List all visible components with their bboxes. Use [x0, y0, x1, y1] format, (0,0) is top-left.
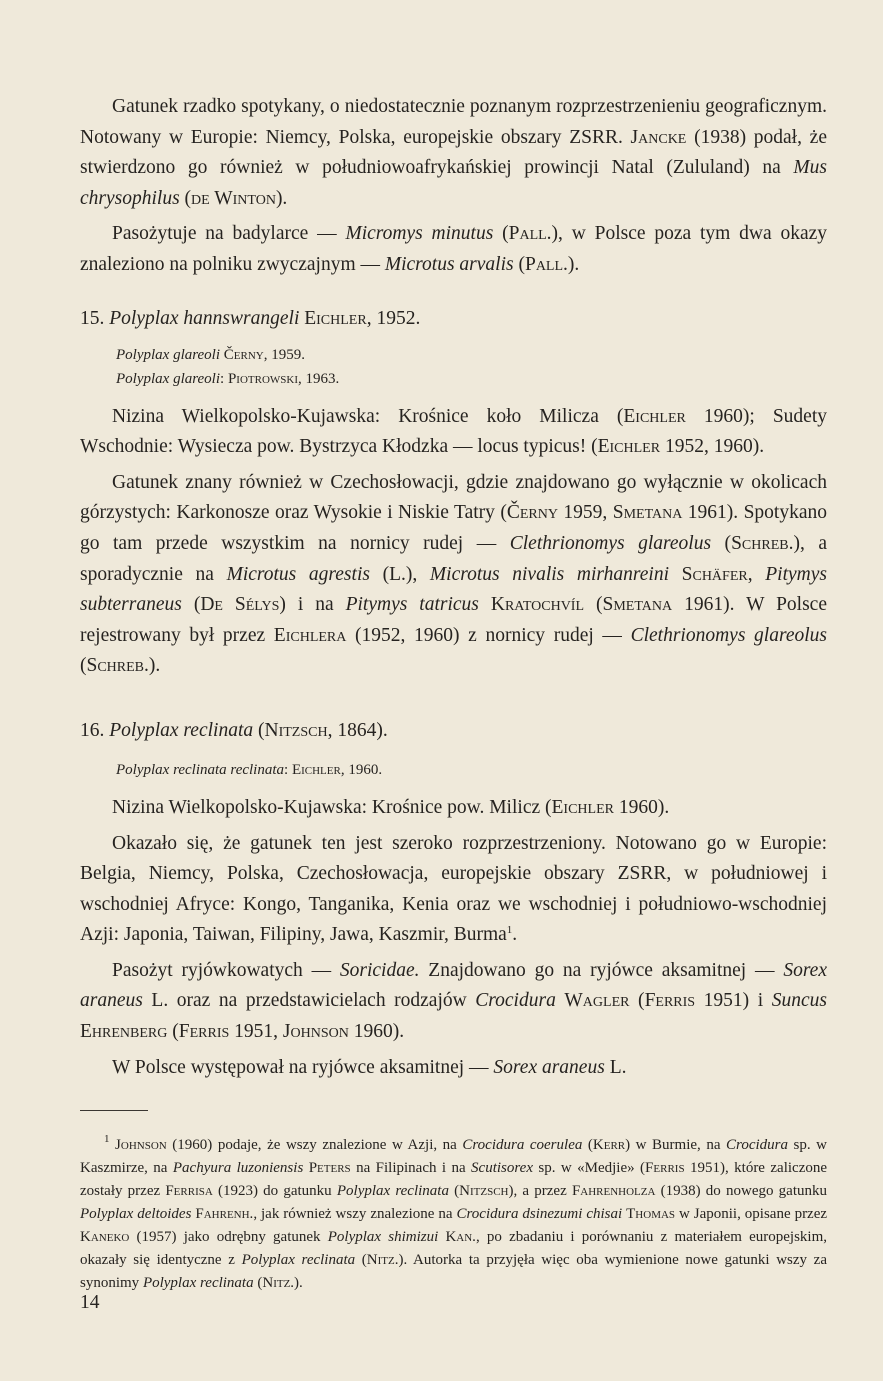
author-name: Fahrenh. — [195, 1206, 254, 1223]
synonym-name: Polyplax reclinata reclinata — [116, 761, 285, 778]
species-author: Nitzsch, — [264, 719, 333, 741]
footnote-mark: 1 — [104, 1133, 110, 1146]
author-name: Ehrenberg — [80, 1021, 168, 1043]
author-name: Ferris — [645, 1160, 685, 1177]
author-name: Jancke — [630, 126, 687, 148]
author-name: Johnson — [282, 1021, 349, 1043]
taxon-name: Pitymys subterraneus — [80, 563, 827, 616]
author-name: Kerr — [592, 1137, 626, 1154]
paragraph-distribution-15 — [80, 92, 827, 214]
paragraph-poland-16 — [80, 1053, 827, 1084]
text-run: 1960); Sudety Wschodnie: Wysiecza pow. Bystrzyca Kłodzka — locus typicus! ( — [80, 405, 827, 458]
text-run: ). — [294, 1275, 303, 1292]
paragraph-hosts-15 — [80, 219, 827, 280]
author-name: Černy — [506, 502, 558, 524]
text-run: 1961). W Polsce rejestrowany był przez — [80, 594, 827, 646]
author-name: Johnson — [115, 1137, 167, 1154]
species-year: 1952. — [371, 307, 421, 329]
text-run: (1957) jako odrębny gatunek — [129, 1229, 328, 1246]
synonym-name: Polyplax glareoli — [116, 346, 221, 363]
page-body — [80, 92, 827, 1295]
author-name: Pall. — [524, 253, 568, 275]
text-run: (1923) do gatunku — [212, 1183, 337, 1200]
taxon-name: Polyplax reclinata — [241, 1252, 356, 1269]
text-run: ( — [711, 532, 732, 554]
text-run: ( — [584, 594, 603, 616]
text-run — [479, 594, 491, 615]
taxon-name: Micromys minutus — [345, 223, 494, 245]
author-name: Nitzsch — [459, 1183, 509, 1200]
author-name: Schreb. — [731, 532, 794, 554]
text-run: 1960). — [348, 1021, 405, 1043]
paragraph-hosts-16 — [80, 956, 827, 1048]
taxon-name: Microtus nivalis mirhanreini — [429, 563, 669, 585]
taxon-name: Scutisorex — [471, 1160, 533, 1177]
text-run: Pasożyt ryjówkowatych — — [112, 959, 340, 981]
text-run: . — [512, 924, 518, 946]
text-run: ( — [181, 594, 201, 616]
author-name: Kaneko — [80, 1229, 130, 1246]
text-run: Gatunek znany również w Czechosłowacji, gdzie znajdowano go wyłącznie w okolicach górzystych: Karkonosze oraz Wysokie i Niskie Tatry ( — [80, 471, 827, 524]
text-run: ( — [513, 253, 525, 275]
species-number: 15. — [80, 307, 110, 329]
text-run: ( — [629, 990, 645, 1012]
species-heading-15 — [80, 304, 827, 334]
text-run: sp. w «Medjie» ( — [532, 1160, 646, 1177]
species-heading-16 — [80, 716, 827, 746]
text-run: 1961). Spotykano go tam przede wszystkim na nornicy rudej — — [80, 502, 827, 554]
text-run: 1960). — [613, 796, 670, 818]
text-run: ( — [582, 1137, 593, 1154]
text-run: (1938) podał, że stwierdzono go również w południowoafrykańskiej prowincji Natal (Zululand) na — [80, 126, 827, 179]
synonym-author: Eichler, — [291, 761, 345, 778]
text-run: W Polsce występował na ryjówce aksamitnej — — [112, 1056, 494, 1078]
synonym-year: 1959. — [267, 346, 305, 363]
author-name: Smetana — [602, 594, 673, 616]
text-run: ). — [567, 253, 580, 275]
synonym-year: 1963. — [301, 370, 340, 387]
text-run: 1959, — [557, 502, 613, 524]
species-author: Eichler, — [304, 307, 372, 329]
author-name: Kratochvíl — [490, 594, 585, 616]
text-run: ( — [167, 1021, 179, 1043]
text-run: Okazało się, że gatunek ten jest szeroko rozprzestrzeniony. Notowano go w Europie: Belgia, Niemcy, Polska, Czechosłowacja, europejskie obszary ZSRR, w południowej i wschodniej Afryce: Kongo, Tanganika, Kenia oraz we wschodniej i południowo-wschodniej Azji: Japonia, Taiwan, Filipiny, Jawa, Kaszmir, Burma — [80, 832, 827, 946]
species-name: Polyplax hannswrangeli — [109, 307, 300, 329]
text-run: L. oraz na przedstawicielach rodzajów — [142, 990, 476, 1012]
taxon-name: Suncus — [771, 990, 827, 1012]
text-run: ( — [253, 1275, 263, 1292]
author-name: Nitz. — [262, 1275, 295, 1292]
text-run: ( — [448, 1183, 460, 1200]
author-name: Smetana — [612, 502, 683, 524]
taxon-name: Clethrionomys glareolus — [630, 624, 828, 646]
author-name: Ferrisa — [165, 1183, 213, 1200]
author-name: De Sélys — [200, 594, 280, 616]
text-run: Znajdowano go na ryjówce aksamitnej — — [419, 959, 784, 981]
author-name: Ferris — [644, 990, 696, 1012]
species-name: Polyplax reclinata — [109, 719, 254, 741]
author-name: Ferris — [178, 1021, 230, 1043]
synonym-year: 1960. — [344, 761, 383, 778]
taxon-name: Crocidura coerulea — [462, 1137, 583, 1154]
taxon-name: Crocidura dsinezumi chisai — [456, 1206, 623, 1223]
paragraph-range-15 — [80, 468, 827, 682]
taxon-name: Sorex araneus — [80, 959, 827, 1012]
text-run: , jak również wszy znalezione na — [253, 1206, 457, 1223]
author-name: Eichler — [551, 796, 614, 818]
footnote — [80, 1134, 827, 1295]
text-run: , po zbadaniu i porównaniu z materiałem europejskim, okazały się identyczne z — [80, 1229, 828, 1269]
footnote-divider — [80, 1110, 148, 1111]
taxon-name: Clethrionomys glareolus — [509, 532, 712, 554]
author-name: Kan. — [445, 1229, 476, 1246]
text-run: ), a sporadycznie na — [80, 532, 828, 585]
footnote-ref: 1 — [506, 924, 513, 937]
taxon-name: Crocidura — [726, 1137, 788, 1154]
author-name: Schreb. — [86, 655, 149, 677]
text-run: (1938) do nowego gatunku — [655, 1183, 827, 1200]
author-name: Fahrenholza — [571, 1183, 656, 1200]
text-run: (L.), — [369, 563, 430, 585]
taxon-name: Mus chrysophilus — [80, 157, 827, 209]
text-run — [753, 564, 766, 585]
author-name: de Winton — [191, 187, 276, 209]
text-run: 1952, 1960). — [660, 436, 765, 458]
paragraph-localities-15 — [80, 402, 827, 463]
taxon-name: Polyplax reclinata — [142, 1275, 254, 1292]
taxon-name: Polyplax deltoides — [80, 1206, 192, 1223]
author-name: Thomas — [626, 1206, 676, 1223]
text-run: ), w Polsce poza tym dwa okazy znaleziono na polniku zwyczajnym — — [80, 223, 828, 275]
text-run: ). — [148, 655, 161, 677]
synonym-line — [80, 758, 827, 782]
taxon-name: Pachyura luzoniensis — [172, 1160, 304, 1177]
taxon-name: Sorex araneus — [493, 1056, 605, 1078]
taxon-name: Crocidura — [475, 990, 556, 1012]
text-run: ). — [275, 187, 288, 209]
author-name: Peters — [308, 1160, 351, 1177]
author-name: Pall. — [508, 223, 552, 245]
synonym-name: Polyplax glareoli — [116, 370, 221, 387]
page-number: 14 — [80, 1292, 100, 1313]
text-run: (1952, 1960) z nornicy rudej — — [346, 624, 631, 646]
text-run: ) w Burmie, na — [625, 1137, 727, 1154]
text-run: 1951), które zaliczone zostały przez — [80, 1160, 828, 1200]
taxon-name: Soricidae. — [339, 959, 420, 981]
text-run: Nizina Wielkopolsko-Kujawska: Krośnice koło Milicza ( — [112, 405, 624, 427]
taxon-name: Pitymys tatricus — [345, 594, 479, 616]
text-run: na Filipinach i na — [350, 1160, 472, 1177]
text-run: Pasożytuje na badylarce — — [112, 223, 346, 245]
synonym-author: Černy, — [223, 346, 268, 363]
text-run: 1951) i — [695, 990, 772, 1012]
text-run: 1951, — [229, 1021, 283, 1043]
text-run: ). Autorka ta przyjęła więc oba wymienione nowe gatunki wszy za synonimy — [80, 1252, 827, 1292]
text-run: sp. w Kaszmirze, na — [80, 1137, 828, 1177]
author-name: Eichler — [597, 436, 661, 458]
text-run: ( — [355, 1252, 367, 1269]
taxon-name: Microtus arvalis — [384, 253, 514, 275]
species-number: 16. — [80, 719, 110, 741]
text-run: ), a przez — [508, 1183, 572, 1200]
text-run: ( — [253, 719, 265, 741]
synonym-author: Piotrowski, — [227, 370, 302, 387]
taxon-name: Microtus agrestis — [226, 563, 370, 585]
species-year: 1864). — [332, 719, 388, 741]
text-run: ( — [493, 223, 509, 245]
text-run: Nizina Wielkopolsko-Kujawska: Krośnice pow. Milicz ( — [112, 796, 552, 818]
text-run: ( — [80, 655, 87, 677]
text-run: ) i na — [279, 594, 346, 616]
synonym-line — [80, 343, 827, 367]
author-name: Schäfer, — [681, 563, 753, 585]
text-run: : — [220, 370, 228, 387]
text-run: : — [284, 761, 292, 778]
text-run: Gatunek rzadko spotykany, o niedostatecznie poznanym rozprzestrzenieniu geograficznym. Notowany w Europie: Niemcy, Polska, europejskie obszary ZSRR. — [80, 96, 827, 148]
text-run: L. — [604, 1056, 627, 1078]
paragraph-range-16 — [80, 829, 827, 951]
author-name: Wagler — [564, 990, 630, 1012]
text-run: (1960) podaje, że wszy znalezione w Azji, na — [166, 1137, 463, 1154]
text-run: w Japonii, opisane przez — [675, 1206, 828, 1223]
author-name: Eichlera — [273, 624, 347, 646]
text-run: ( — [179, 187, 192, 209]
paragraph-localities-16 — [80, 793, 827, 824]
taxon-name: Polyplax reclinata — [336, 1183, 449, 1200]
author-name: Nitz. — [366, 1252, 399, 1269]
taxon-name: Polyplax shimizui — [327, 1229, 439, 1246]
synonym-line — [80, 367, 827, 391]
author-name: Eichler — [623, 405, 686, 427]
text-run — [669, 564, 682, 585]
